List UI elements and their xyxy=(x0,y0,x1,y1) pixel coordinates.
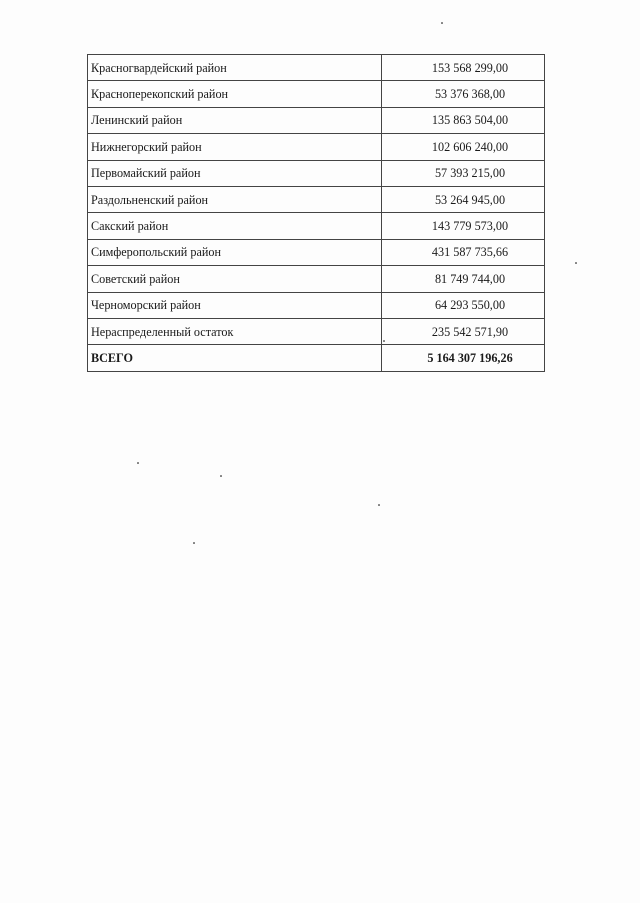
district-amount: 57 393 215,00 xyxy=(382,160,545,186)
district-name: Красноперекопский район xyxy=(88,81,382,107)
district-amount: 53 376 368,00 xyxy=(382,81,545,107)
total-label: ВСЕГО xyxy=(88,345,382,371)
table-row xyxy=(88,266,545,292)
table-row xyxy=(88,160,545,186)
table-row xyxy=(88,292,545,318)
scan-speck xyxy=(383,340,385,342)
table-row xyxy=(88,134,545,160)
budget-allocation-table xyxy=(87,54,545,372)
district-name: Первомайский район xyxy=(88,160,382,186)
district-name: Красногвардейский район xyxy=(88,55,382,81)
total-amount: 5 164 307 196,26 xyxy=(382,345,545,371)
district-name: Сакский район xyxy=(88,213,382,239)
district-name: Черноморский район xyxy=(88,292,382,318)
scan-speck xyxy=(137,462,139,464)
district-amount: 235 542 571,90 xyxy=(382,318,545,344)
table-row xyxy=(88,55,545,81)
table-row xyxy=(88,186,545,212)
table-row xyxy=(88,239,545,265)
table-row xyxy=(88,213,545,239)
district-amount: 64 293 550,00 xyxy=(382,292,545,318)
district-amount: 431 587 735,66 xyxy=(382,239,545,265)
district-name: Раздольненский район xyxy=(88,186,382,212)
scan-speck xyxy=(193,542,195,544)
district-name: Советский район xyxy=(88,266,382,292)
district-name: Симферопольский район xyxy=(88,239,382,265)
district-name: Нижнегорский район xyxy=(88,134,382,160)
district-amount: 143 779 573,00 xyxy=(382,213,545,239)
table-row xyxy=(88,81,545,107)
scan-speck xyxy=(441,22,443,24)
total-row xyxy=(88,345,545,371)
district-name: Нераспределенный остаток xyxy=(88,318,382,344)
table-row xyxy=(88,318,545,344)
scan-speck xyxy=(220,475,222,477)
scan-speck xyxy=(575,262,577,264)
district-amount: 81 749 744,00 xyxy=(382,266,545,292)
district-amount: 153 568 299,00 xyxy=(382,55,545,81)
district-amount: 53 264 945,00 xyxy=(382,186,545,212)
table-row xyxy=(88,107,545,133)
district-amount: 135 863 504,00 xyxy=(382,107,545,133)
district-name: Ленинский район xyxy=(88,107,382,133)
scan-speck xyxy=(378,504,380,506)
district-amount: 102 606 240,00 xyxy=(382,134,545,160)
